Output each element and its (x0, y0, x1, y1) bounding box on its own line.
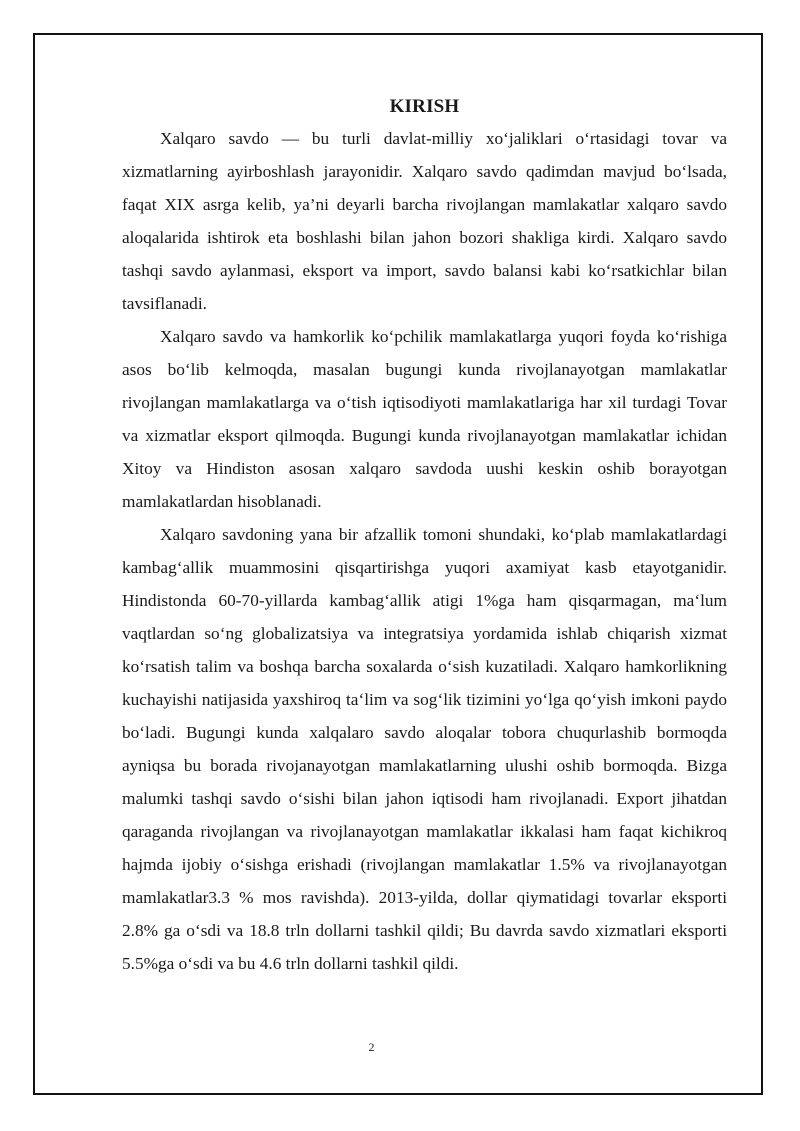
paragraph-1: Xalqaro savdo — bu turli davlat-milliy xo‘jaliklari o‘rtasidagi tovar va xizmatlarning ayirboshlash jarayonidir. Xalqaro savdo qadimdan mavjud bo‘lsada, faqat XIX asrga kelib, ya’ni deyarli barcha rivojlangan mamlakatlar xalqaro savdo aloqalarida ishtirok eta boshlashi bilan jahon bozori shakliga kirdi. Xalqaro savdo tashqi savdo aylanmasi, eksport va import, savdo balansi kabi ko‘rsatkichlar bilan tavsiflanadi. (122, 129, 727, 313)
page-number: 2 (368, 1040, 375, 1054)
paragraph-2: Xalqaro savdo va hamkorlik ko‘pchilik mamlakatlarga yuqori foyda ko‘rishiga asos bo‘lib kelmoqda, masalan bugungi kunda rivojlanayotgan mamlakatlar rivojlangan mamlakatlarga va o‘tish iqtisodiyoti mamlakatlariga har xil turdagi Tovar va xizmatlar eksport qilmoqda. Bugungi kunda rivojlanayotgan mamlakatlar ichidan Xitoy va Hindiston asosan xalqaro savdoda uushi keskin oshib borayotgan mamlakatlardan hisoblanadi. (122, 327, 727, 511)
paragraph-3: Xalqaro savdoning yana bir afzallik tomoni shundaki, ko‘plab mamlakatlardagi kambag‘allik muammosini qisqartirishga yuqori axamiyat kasb etayotganidir. Hindistonda 60-70-yillarda kambag‘allik atigi 1%ga ham qisqarmagan, ma‘lum vaqtlardan so‘ng globalizatsiya va integratsiya yordamida ishlab chiqarish xizmat ko‘rsatish talim va boshqa barcha soxalarda o‘sish kuzatiladi. Xalqaro hamkorlikning kuchayishi natijasida yaxshiroq ta‘lim va sog‘lik tizimini yo‘lga qo‘yish imkoni paydo bo‘ladi. Bugungi kunda xalqalaro savdo aloqalar tobora chuqurlashib bormoqda ayniqsa bu borada rivojanayotgan mamlakatlarning ulushi oshib bormoqda. Bizga malumki tashqi savdo o‘sishi bilan jahon iqtisodi ham rivojlanadi. Export jihatdan qaraganda rivojlangan va rivojlanayotgan mamlakatlar ikkalasi ham faqat kichikroq hajmda ijobiy o‘sishga erishadi (rivojlangan mamlakatlar 1.5% va rivojlanayotgan mamlakatlar3.3 % mos ravishda). 2013-yilda, dollar qiymatidagi tovarlar eksporti 2.8% ga o‘sdi va 18.8 trln dollarni tashkil qildi; Bu davrda savdo xizmatlari eksporti 5.5%ga o‘sdi va bu 4.6 trln dollarni tashkil qildi. (122, 525, 727, 973)
section-title: KIRISH (389, 96, 460, 117)
document-body (122, 92, 727, 980)
